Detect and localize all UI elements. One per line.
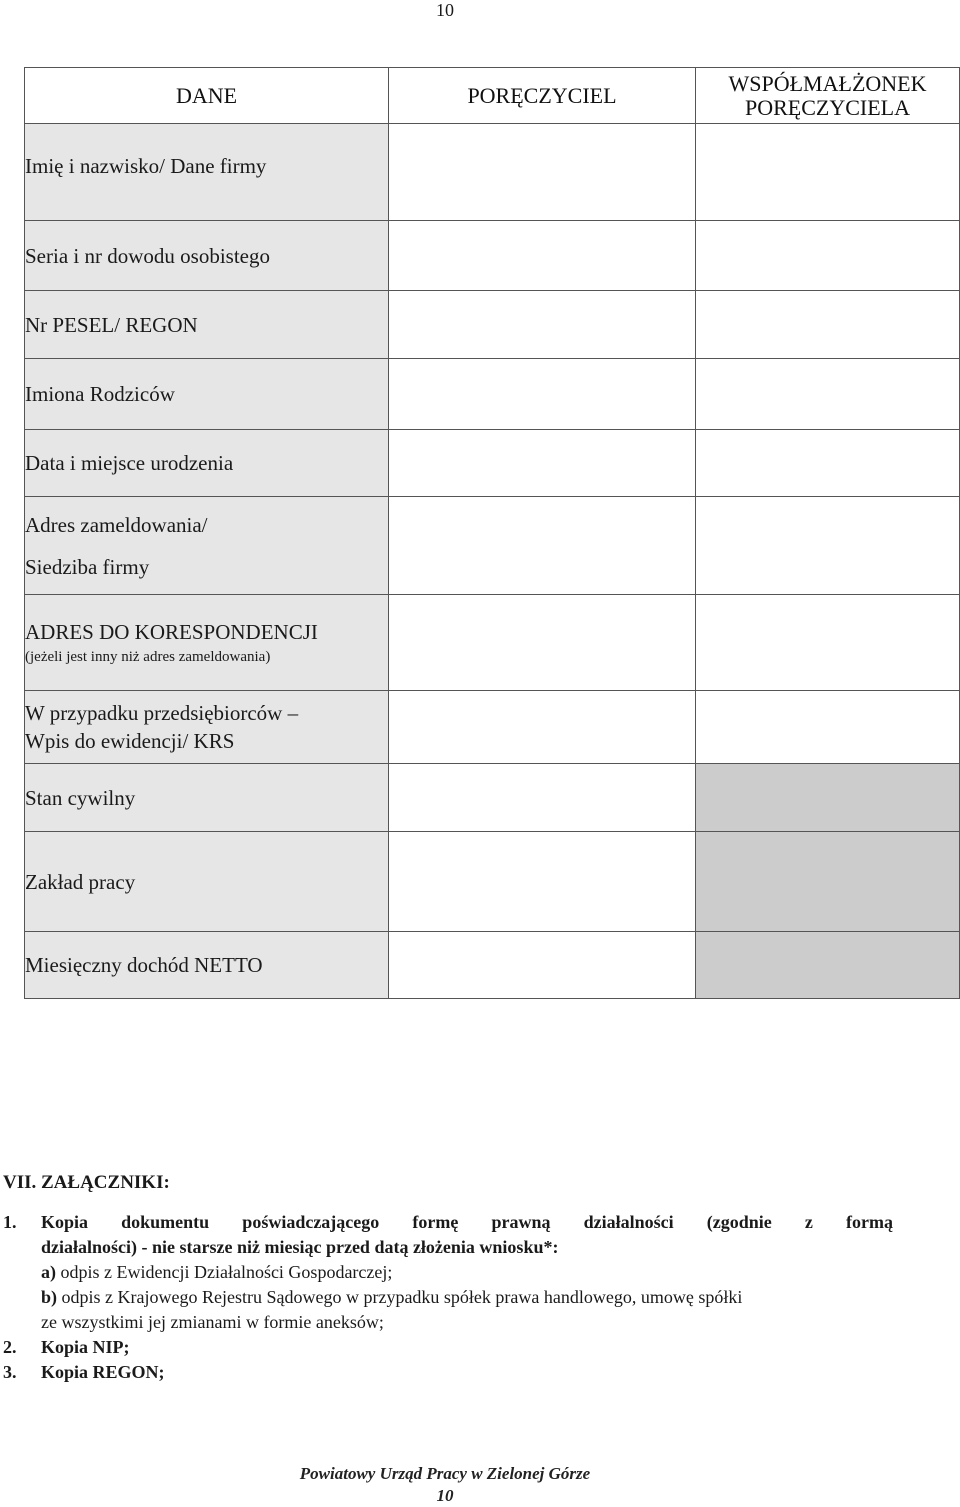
table-row: [25, 691, 960, 764]
row-label-correspondence-line2: (jeżeli jest inny niż adres zameldowania): [25, 648, 271, 665]
spouse-income-cell-shaded: [696, 932, 960, 999]
attachment-item-1a-label: a): [41, 1262, 56, 1282]
guarantor-workplace-field[interactable]: [389, 832, 696, 932]
spouse-marital-status-cell-shaded: [696, 764, 960, 832]
row-label-parents: Imiona Rodziców: [25, 359, 389, 430]
guarantor-address-field[interactable]: [389, 497, 696, 595]
table-row: [25, 124, 960, 221]
row-label-workplace: Zakład pracy: [25, 832, 389, 932]
row-label-business-register-line1: W przypadku przedsiębiorców –: [25, 701, 299, 725]
attachment-item-1-body: [41, 1210, 893, 1335]
attachment-item-3: [3, 1360, 893, 1385]
header-wspolmalzonek-line2: PORĘCZYCIELA: [745, 94, 910, 120]
attachment-item-1-line1: Kopia dokumentu poświadczającego formę prawną działalności (zgodnie z formą: [41, 1212, 893, 1232]
guarantor-marital-status-field[interactable]: [389, 764, 696, 832]
spouse-pesel-field[interactable]: [696, 291, 960, 359]
spouse-address-field[interactable]: [696, 497, 960, 595]
spouse-birth-field[interactable]: [696, 430, 960, 497]
table-row: [25, 832, 960, 932]
page-number-top: 10: [436, 0, 454, 20]
spouse-workplace-cell-shaded: [696, 832, 960, 932]
header-wspolmalzonek-line1: WSPÓŁMAŁŻONEK: [728, 70, 927, 96]
attachment-item-3-text: Kopia REGON;: [41, 1362, 165, 1382]
guarantor-name-field[interactable]: [389, 124, 696, 221]
footer-office-name: Powiatowy Urząd Pracy w Zielonej Górze: [299, 1464, 591, 1483]
spouse-parents-field[interactable]: [696, 359, 960, 430]
guarantor-id-card-field[interactable]: [389, 221, 696, 291]
attachment-item-3-number: 3.: [3, 1362, 17, 1382]
row-label-address-line2: Siedziba firmy: [25, 554, 150, 579]
guarantor-pesel-field[interactable]: [389, 291, 696, 359]
header-wspolmalzonek: [696, 68, 960, 124]
table-header-row: [25, 68, 960, 124]
row-label-marital-status: Stan cywilny: [25, 764, 389, 832]
guarantor-business-register-field[interactable]: [389, 691, 696, 764]
attachment-item-1b-text: odpis z Krajowego Rejestru Sądowego w przypadku spółek prawa handlowego, umowę spółki: [57, 1287, 743, 1307]
spouse-correspondence-field[interactable]: [696, 595, 960, 691]
attachment-item-1-number: 1.: [3, 1212, 17, 1232]
row-label-name: Imię i nazwisko/ Dane firmy: [25, 124, 389, 221]
guarantor-birth-field[interactable]: [389, 430, 696, 497]
row-label-correspondence: [25, 595, 389, 691]
table-row: [25, 221, 960, 291]
row-label-business-register-line2: Wpis do ewidencji/ KRS: [25, 729, 235, 753]
spouse-name-field[interactable]: [696, 124, 960, 221]
row-label-pesel: Nr PESEL/ REGON: [25, 291, 389, 359]
page-footer: [0, 1463, 890, 1507]
attachments-heading: VII. ZAŁĄCZNIKI:: [3, 1172, 170, 1193]
table-row: [25, 764, 960, 832]
row-label-birth: Data i miejsce urodzenia: [25, 430, 389, 497]
attachment-item-1a-text: odpis z Ewidencji Działalności Gospodarczej;: [56, 1262, 393, 1282]
guarantor-data-table: [24, 67, 960, 999]
row-label-income: Miesięczny dochód NETTO: [25, 932, 389, 999]
row-label-address: [25, 497, 389, 595]
guarantor-parents-field[interactable]: [389, 359, 696, 430]
attachment-item-1b: [41, 1285, 893, 1310]
table-row: [25, 932, 960, 999]
footer-page-number: 10: [436, 1486, 454, 1505]
attachment-item-1a: [41, 1260, 893, 1285]
table-row: [25, 497, 960, 595]
attachment-item-1b-label: b): [41, 1287, 58, 1307]
attachment-item-2-number: 2.: [3, 1337, 17, 1357]
table-row: [25, 291, 960, 359]
header-poreczyciel: PORĘCZYCIEL: [389, 68, 696, 124]
attachment-item-2-text: Kopia NIP;: [41, 1337, 130, 1357]
spouse-business-register-field[interactable]: [696, 691, 960, 764]
attachment-item-1-line2: działalności) - nie starsze niż miesiąc przed datą złożenia wniosku*:: [41, 1237, 559, 1257]
row-label-id-card: Seria i nr dowodu osobistego: [25, 221, 389, 291]
attachments-section: [3, 1170, 893, 1385]
guarantor-correspondence-field[interactable]: [389, 595, 696, 691]
guarantor-income-field[interactable]: [389, 932, 696, 999]
row-label-business-register: [25, 691, 389, 764]
table-row: [25, 359, 960, 430]
table-row: [25, 430, 960, 497]
attachment-item-1b-continued: ze wszystkimi jej zmianami w formie aneksów;: [41, 1312, 384, 1332]
table-row: [25, 595, 960, 691]
attachment-item-2: [3, 1335, 893, 1360]
attachment-item-1: [3, 1210, 893, 1335]
header-dane: DANE: [25, 68, 389, 124]
row-label-address-line1: Adres zameldowania/: [25, 512, 208, 537]
row-label-correspondence-line1: ADRES DO KORESPONDENCJI: [25, 619, 318, 644]
spouse-id-card-field[interactable]: [696, 221, 960, 291]
